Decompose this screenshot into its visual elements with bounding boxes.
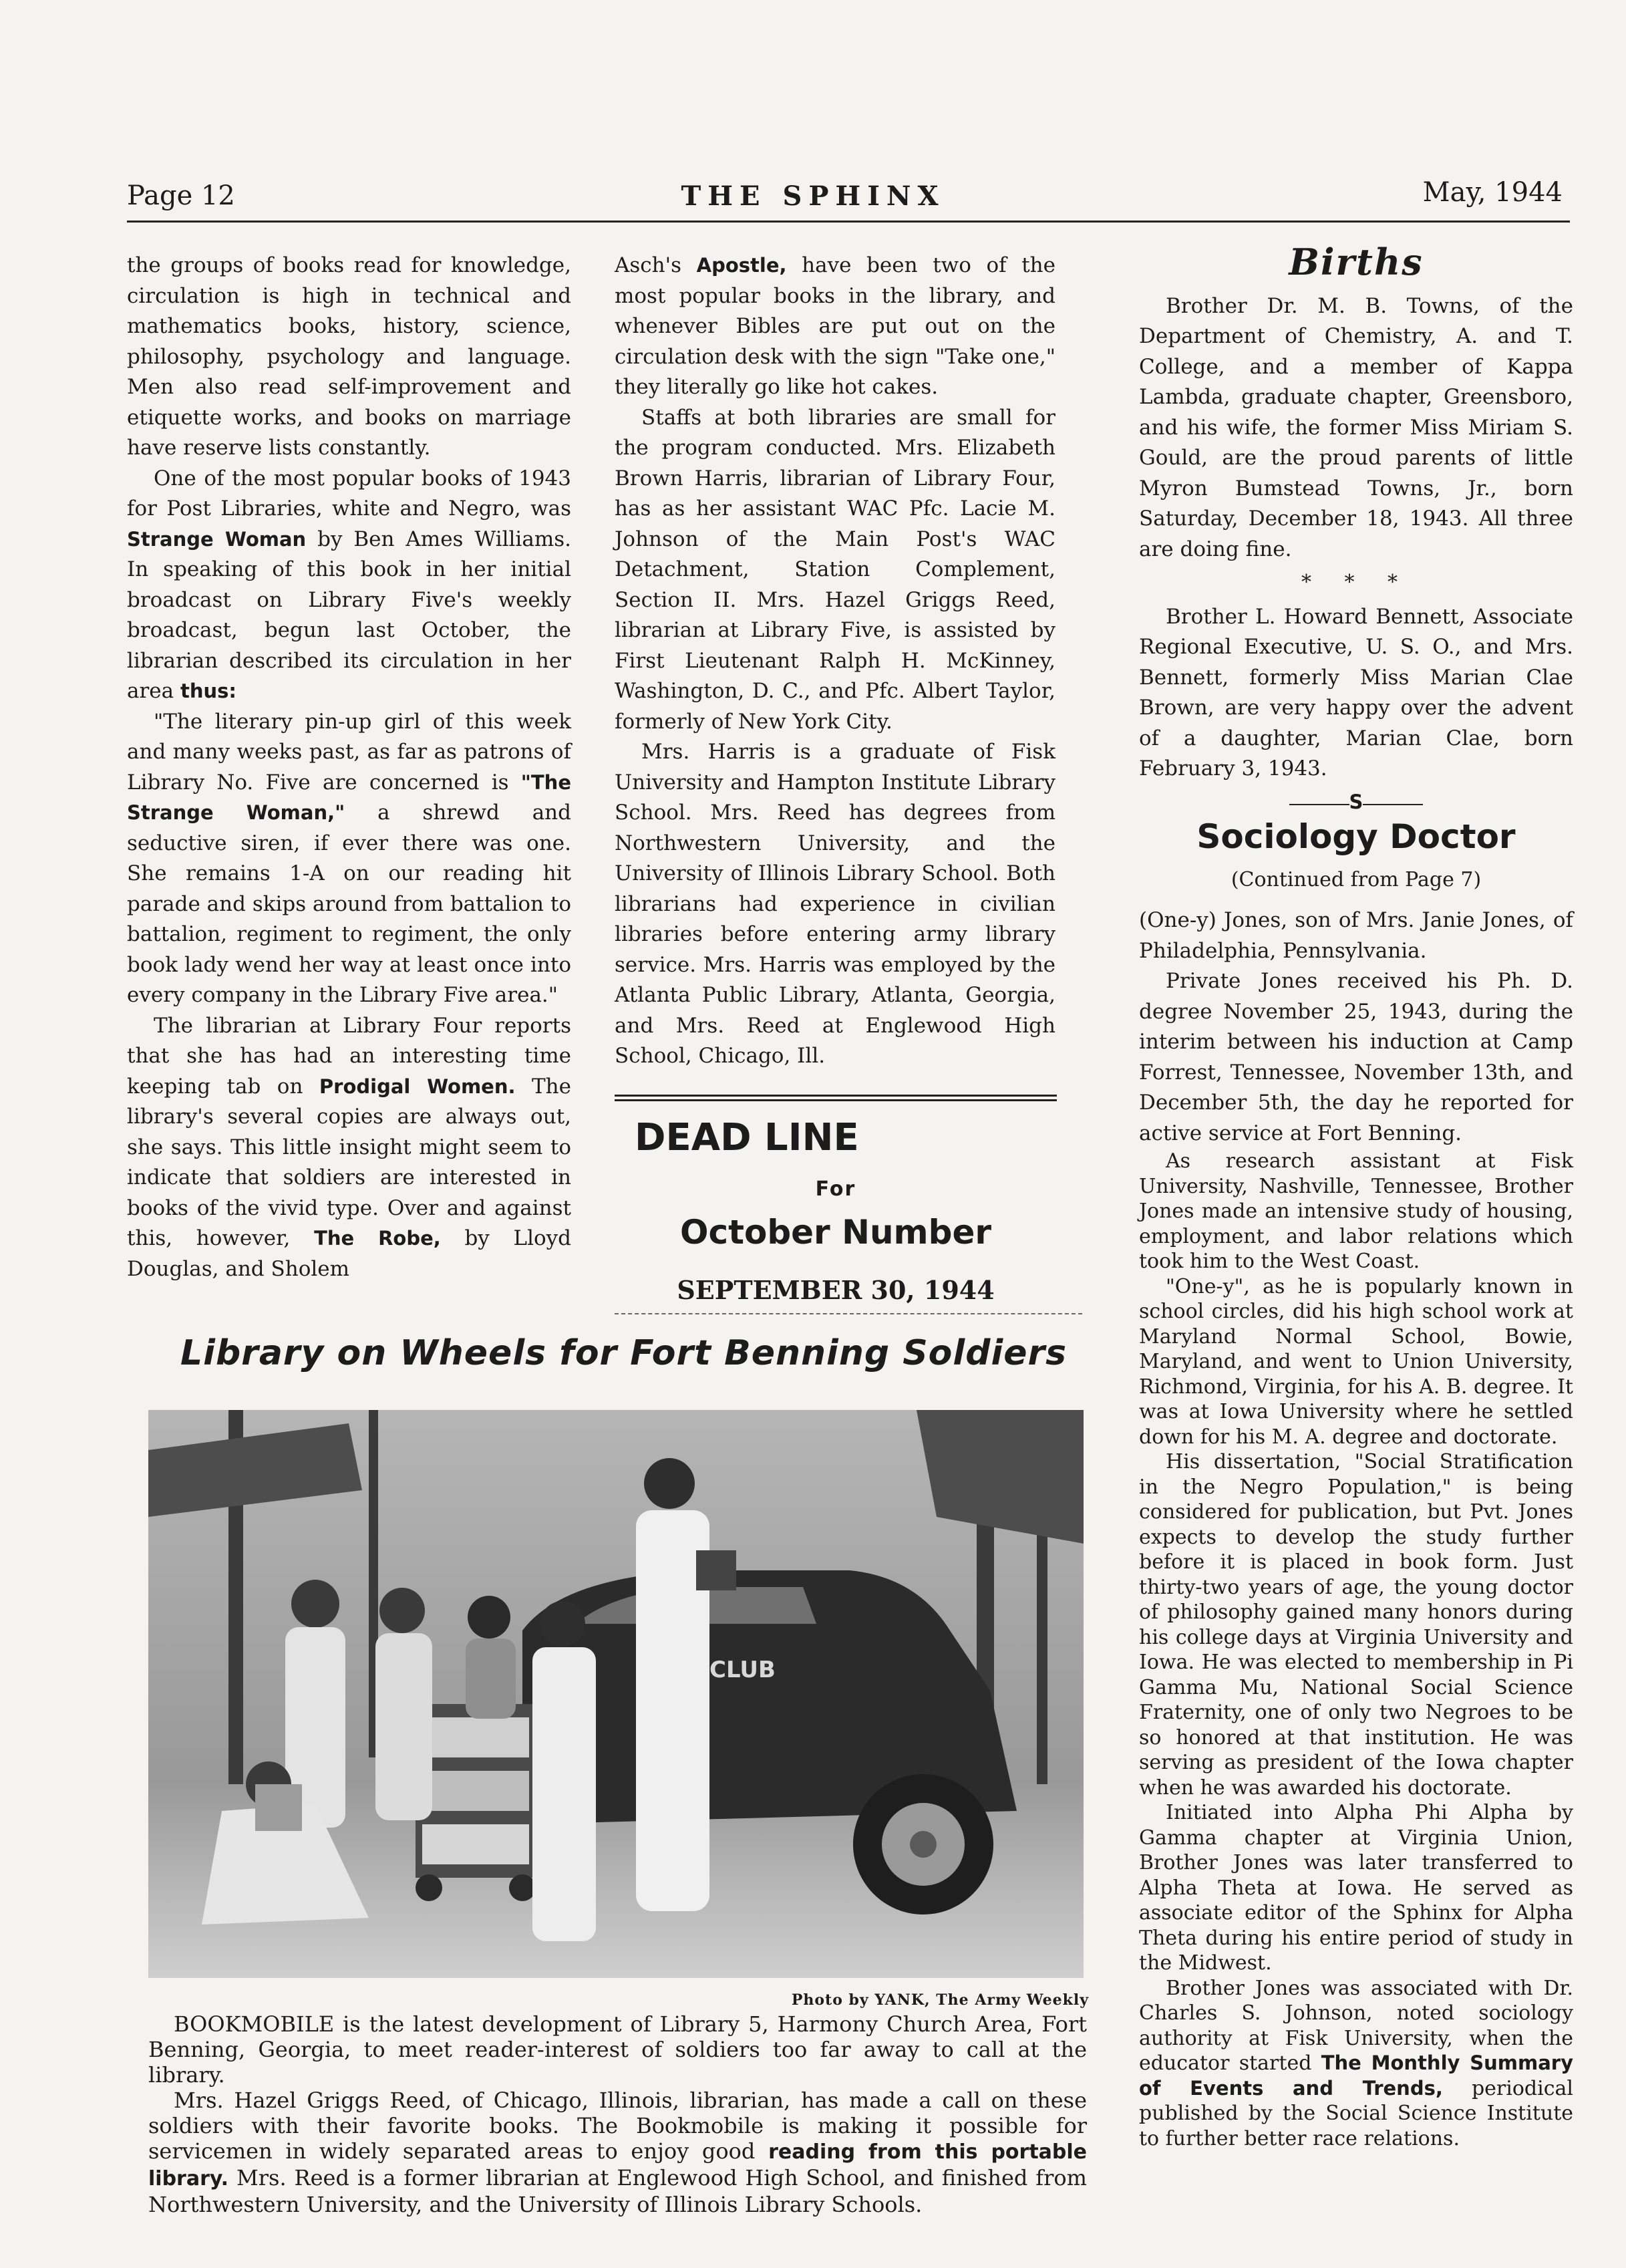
births-paragraph-1: Brother Dr. M. B. Towns, of the Department of Chemistry, A. and T. College, and a member of Kappa Lambda, graduate chapter, Greensboro, and his wife, the former Miss Miriam S. Gould, are the proud parents of little Myron Bumstead Towns, Jr., born Saturday, December 18, 1943. All three are doing fine. — [1139, 293, 1573, 561]
col1-paragraph-1: the groups of books read for knowledge, circulation is high in technical and mathematics books, history, science, philosophy, psychology and language. Men also read self-improvement and etiquette works, and books on marriage have reserve lists constantly. — [127, 253, 571, 460]
publication-title: THE SPHINX — [681, 180, 945, 212]
col1-paragraph-3 — [127, 707, 571, 1011]
book-title-apostle: Apostle, — [696, 254, 787, 277]
divider-letter: S — [1349, 790, 1363, 813]
page-number: Page 12 — [127, 180, 235, 211]
book-title-strange-woman: Strange Woman — [127, 527, 307, 551]
issue-date: May, 1944 — [1422, 177, 1563, 208]
column-two — [615, 251, 1055, 1072]
book-cart — [416, 1704, 536, 1901]
soc-paragraph-6: Initiated into Alpha Phi Alpha by Gamma chapter at Virginia Union, Brother Jones was later transferred to Alpha Theta at Iowa. He served as associate editor of the Sphinx for Alpha Theta during his entire period of study in the Midwest. — [1139, 1801, 1573, 1975]
col1-p3-text-c: a shrewd and seductive siren, if ever there was one. She remains 1-A on our reading hit parade and skips around from battalion to battalion, regiment to regiment, the only book lady wend her way at least once into every company in the Library Five area." — [127, 801, 571, 1007]
soc-paragraph-5: His dissertation, "Social Stratification in the Negro Population," is being considered for publication, but Pvt. Jones expects to develop the study further before it is placed in book form. Just thirty-two years of age, the young doctor of philosophy gained many honors during his college days at Virginia University and Iowa. He was elected to membership in Pi Gamma Mu, National Social Science Fraternity, one of only two Negroes to be so honored at that institution. He was serving as president of the Iowa chapter when he was awarded his doctorate. — [1139, 1450, 1573, 1800]
soc-paragraph-2: Private Jones received his Ph. D. degree November 25, 1943, during the interim between his induction at Camp Forrest, Tennessee, November 13th, and December 5th, the day he reported for active service at Fort Benning. — [1139, 969, 1573, 1145]
soc-paragraph-1: (One-y) Jones, son of Mrs. Janie Jones, of Philadelphia, Pennsylvania. — [1139, 908, 1573, 963]
separator-stars: * * * — [1301, 571, 1412, 594]
soc-paragraph-4: "One-y", as he is popularly known in school circles, did his high school work at Maryland Normal School, Bowie, Maryland, and went to Union University, Richmond, Virginia, for his A. B. degree. It was at Iowa University where he settled down for his M. A. degree and doctorate. — [1139, 1274, 1573, 1449]
column-three — [1139, 241, 1574, 2151]
header-rule — [127, 221, 1570, 223]
deadline-title: DEAD LINE — [635, 1116, 859, 1159]
car-sign-text: CLUB — [709, 1657, 776, 1683]
births-heading: Births — [1289, 241, 1424, 283]
divider-line-left — [1289, 804, 1349, 805]
deadline-date: SEPTEMBER 30, 1944 — [677, 1275, 995, 1305]
divider-line-right — [1363, 804, 1423, 805]
sociology-doctor-heading: Sociology Doctor — [1196, 817, 1516, 856]
col1-p2-thus: thus: — [180, 680, 237, 702]
book-title-prodigal-women: Prodigal Women. — [319, 1075, 516, 1098]
col2-p1-text-c: have been two of the most popular books in the library, and whenever Bibles are put out on the circulation desk with the sign "Take one," they literally go like hot cakes. — [615, 253, 1055, 399]
section-dashed-rule — [615, 1313, 1082, 1314]
soc-p7-text-a: Brother Jones was associated with Dr. Charles S. Johnson, noted sociology authority at Fisk University, when the educator started — [1139, 1976, 1573, 2075]
bookmobile-photo-illustration — [148, 1410, 1084, 1978]
column-one — [127, 251, 571, 1284]
col2-paragraph-2: Staffs at both libraries are small for the program conducted. Mrs. Elizabeth Brown Harris, librarian of Library Four, has as her assistant WAC Pfc. Lacie M. Johnson of the Main Post's WAC Detachment, Station Complement, Section II. Mrs. Hazel Griggs Reed, librarian at Library Five, is assisted by First Lieutenant Ralph H. McKinney, Washington, D. C., and Pfc. Albert Taylor, formerly of New York City. — [615, 405, 1055, 734]
soc-p7-text-c: periodical published by the Social Science Institute to further better race relations. — [1139, 2076, 1573, 2150]
deadline-double-rule — [615, 1095, 1057, 1101]
caption-p2-text-c: Mrs. Reed is a former librarian at Englewood High School, and finished from Northwestern University, and the University of Illinois Library Schools. — [148, 2165, 1088, 2217]
col1-p2-text-a: One of the most popular books of 1943 for Post Libraries, white and Negro, was — [127, 466, 571, 521]
book-title-the-strange-woman: "The Strange Woman," — [127, 770, 571, 824]
photo-caption — [148, 2011, 1087, 2217]
bookmobile-photo — [148, 1410, 1084, 1978]
soc-paragraph-3: As research assistant at Fisk University, Nashville, Tennessee, Brother Jones made an intensive study of housing, employment, and labor relations which took him to the West Coast. — [1139, 1149, 1573, 1273]
caption-p2-text-a: Mrs. Hazel Griggs Reed, of Chicago, Illinois, librarian, has made a call on these soldiers with their favorite books. The Bookmobile is making it possible for servicemen in widely separated areas to enjoy good — [148, 2088, 1087, 2164]
births-paragraph-2: Brother L. Howard Bennett, Associate Regional Executive, U. S. O., and Mrs. Bennett, formerly Miss Marian Clae Brown, are very happy over the advent of a daughter, Marian Clae, born February 3, 1943. — [1139, 604, 1573, 781]
soc-paragraph-7 — [1139, 1976, 1573, 2152]
col1-p2-text-c: by Ben Ames Williams. In speaking of this book in her initial broadcast on Library Five's weekly broadcast, begun last October, the librarian described its circulation in her area — [127, 527, 571, 703]
caption-p2-emphasis: reading from this portable library. — [148, 2140, 1088, 2190]
deadline-number: October Number — [679, 1213, 992, 1252]
col1-p3-text-a: "The literary pin-up girl of this week and many weeks past, as far as patrons of Library No. Five are concerned is — [127, 709, 571, 795]
col1-p4-text-e: by Lloyd Douglas, and Sholem — [127, 1226, 571, 1281]
col1-p4-text-c: The library's several copies are always out, she says. This little insight might seem to indicate that soldiers are interested in books of the vivid type. Over and against this, however, — [127, 1074, 571, 1250]
publication-monthly-summary: The Monthly Summary of Events and Trends, — [1139, 2051, 1574, 2100]
col1-paragraph-4 — [127, 1011, 571, 1285]
deadline-for: For — [815, 1177, 856, 1201]
continued-note: (Continued from Page 7) — [1231, 867, 1482, 891]
col1-paragraph-2 — [127, 464, 571, 707]
section-divider — [1139, 787, 1573, 820]
col2-paragraph-3: Mrs. Harris is a graduate of Fisk University and Hampton Institute Library School. Mrs. Reed has degrees from Northwestern University, and the University of Illinois Library School. Both librarians had experience in civilian libraries before entering army library service. Mrs. Harris was employed by the Atlanta Public Library, Atlanta, Georgia, and Mrs. Reed at Englewood High School, Chicago, Ill. — [615, 740, 1055, 1068]
col2-paragraph-1 — [615, 251, 1055, 403]
caption-paragraph-1: BOOKMOBILE is the latest development of Library 5, Harmony Church Area, Fort Benning, Georgia, to meet reader-interest of soldiers too far away to call at the library. — [148, 2011, 1087, 2088]
col1-p4-text-a: The librarian at Library Four reports that she has had an interesting time keeping tab on — [127, 1013, 571, 1099]
book-title-the-robe: The Robe, — [314, 1227, 441, 1250]
photo-credit: Photo by YANK, The Army Weekly — [791, 1991, 1089, 2009]
col2-p1-text-a: Asch's — [615, 253, 682, 277]
photo-feature-title: Library on Wheels for Fort Benning Soldiers — [180, 1333, 1068, 1373]
caption-paragraph-2 — [148, 2088, 1087, 2217]
